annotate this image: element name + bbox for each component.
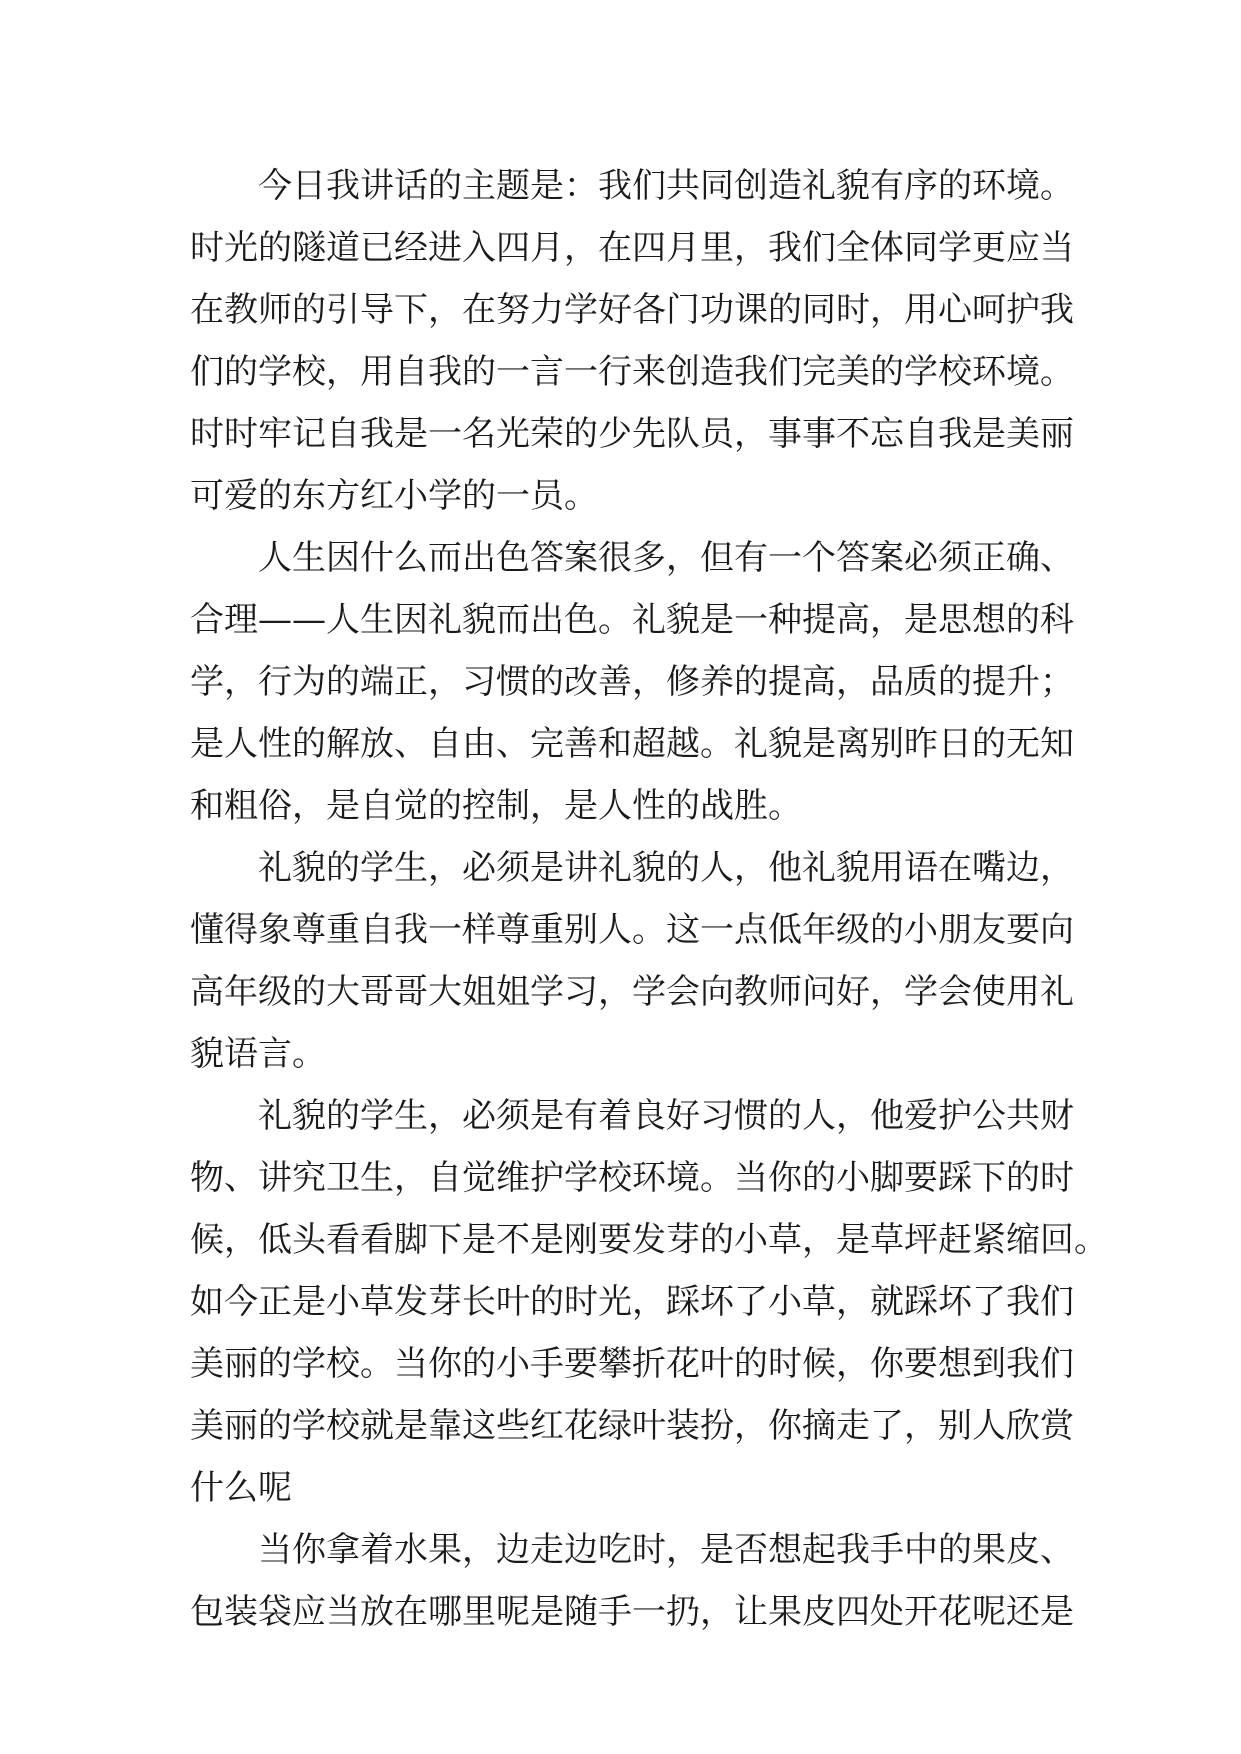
paragraph <box>190 1085 1108 1519</box>
paragraph <box>190 527 1074 837</box>
text-line: 是人性的解放、自由、完善和超越。礼貌是离别昨日的无知 <box>190 724 1074 764</box>
text-line: 貌语言。 <box>190 1034 326 1074</box>
text-line: 可爱的东方红小学的一员。 <box>190 476 598 516</box>
text-line: 和粗俗，是自觉的控制，是人性的战胜。 <box>190 786 802 826</box>
text-line: 美丽的学校就是靠这些红花绿叶装扮，你摘走了，别人欣赏 <box>190 1406 1074 1446</box>
text-line: 高年级的大哥哥大姐姐学习，学会向教师问好，学会使用礼 <box>190 972 1074 1012</box>
text-line: 时光的隧道已经进入四月，在四月里，我们全体同学更应当 <box>190 228 1074 268</box>
text-line: 懂得象尊重自我一样尊重别人。这一点低年级的小朋友要向 <box>190 910 1074 950</box>
text-line: 学，行为的端正，习惯的改善，修养的提高，品质的提升； <box>190 662 1074 702</box>
text-line: 今日我讲话的主题是：我们共同创造礼貌有序的环境。 <box>258 166 1074 206</box>
text-line: 时时牢记自我是一名光荣的少先队员，事事不忘自我是美丽 <box>190 414 1074 454</box>
text-line: 什么呢 <box>190 1468 292 1508</box>
text-line: 合理——人生因礼貌而出色。礼貌是一种提高，是思想的科 <box>190 600 1074 640</box>
text-line: 候，低头看看脚下是不是刚要发芽的小草，是草坪赶紧缩回。 <box>190 1220 1108 1260</box>
text-line: 在教师的引导下，在努力学好各门功课的同时，用心呵护我 <box>190 290 1074 330</box>
text-line: 人生因什么而出色答案很多，但有一个答案必须正确、 <box>258 538 1074 578</box>
text-line: 当你拿着水果，边走边吃时，是否想起我手中的果皮、 <box>258 1530 1074 1570</box>
paragraph <box>190 837 1074 1085</box>
text-line: 物、讲究卫生，自觉维护学校环境。当你的小脚要踩下的时 <box>190 1158 1074 1198</box>
text-line: 礼貌的学生，必须是有着良好习惯的人，他爱护公共财 <box>258 1096 1074 1136</box>
text-line: 包装袋应当放在哪里呢是随手一扔，让果皮四处开花呢还是 <box>190 1592 1074 1632</box>
text-line: 们的学校，用自我的一言一行来创造我们完美的学校环境。 <box>190 352 1074 392</box>
document-body <box>190 155 1108 1643</box>
text-line: 美丽的学校。当你的小手要攀折花叶的时候，你要想到我们 <box>190 1344 1074 1384</box>
paragraph <box>190 1519 1074 1643</box>
text-line: 如今正是小草发芽长叶的时光，踩坏了小草，就踩坏了我们 <box>190 1282 1074 1322</box>
paragraph <box>190 155 1074 527</box>
text-line: 礼貌的学生，必须是讲礼貌的人，他礼貌用语在嘴边， <box>258 848 1074 888</box>
